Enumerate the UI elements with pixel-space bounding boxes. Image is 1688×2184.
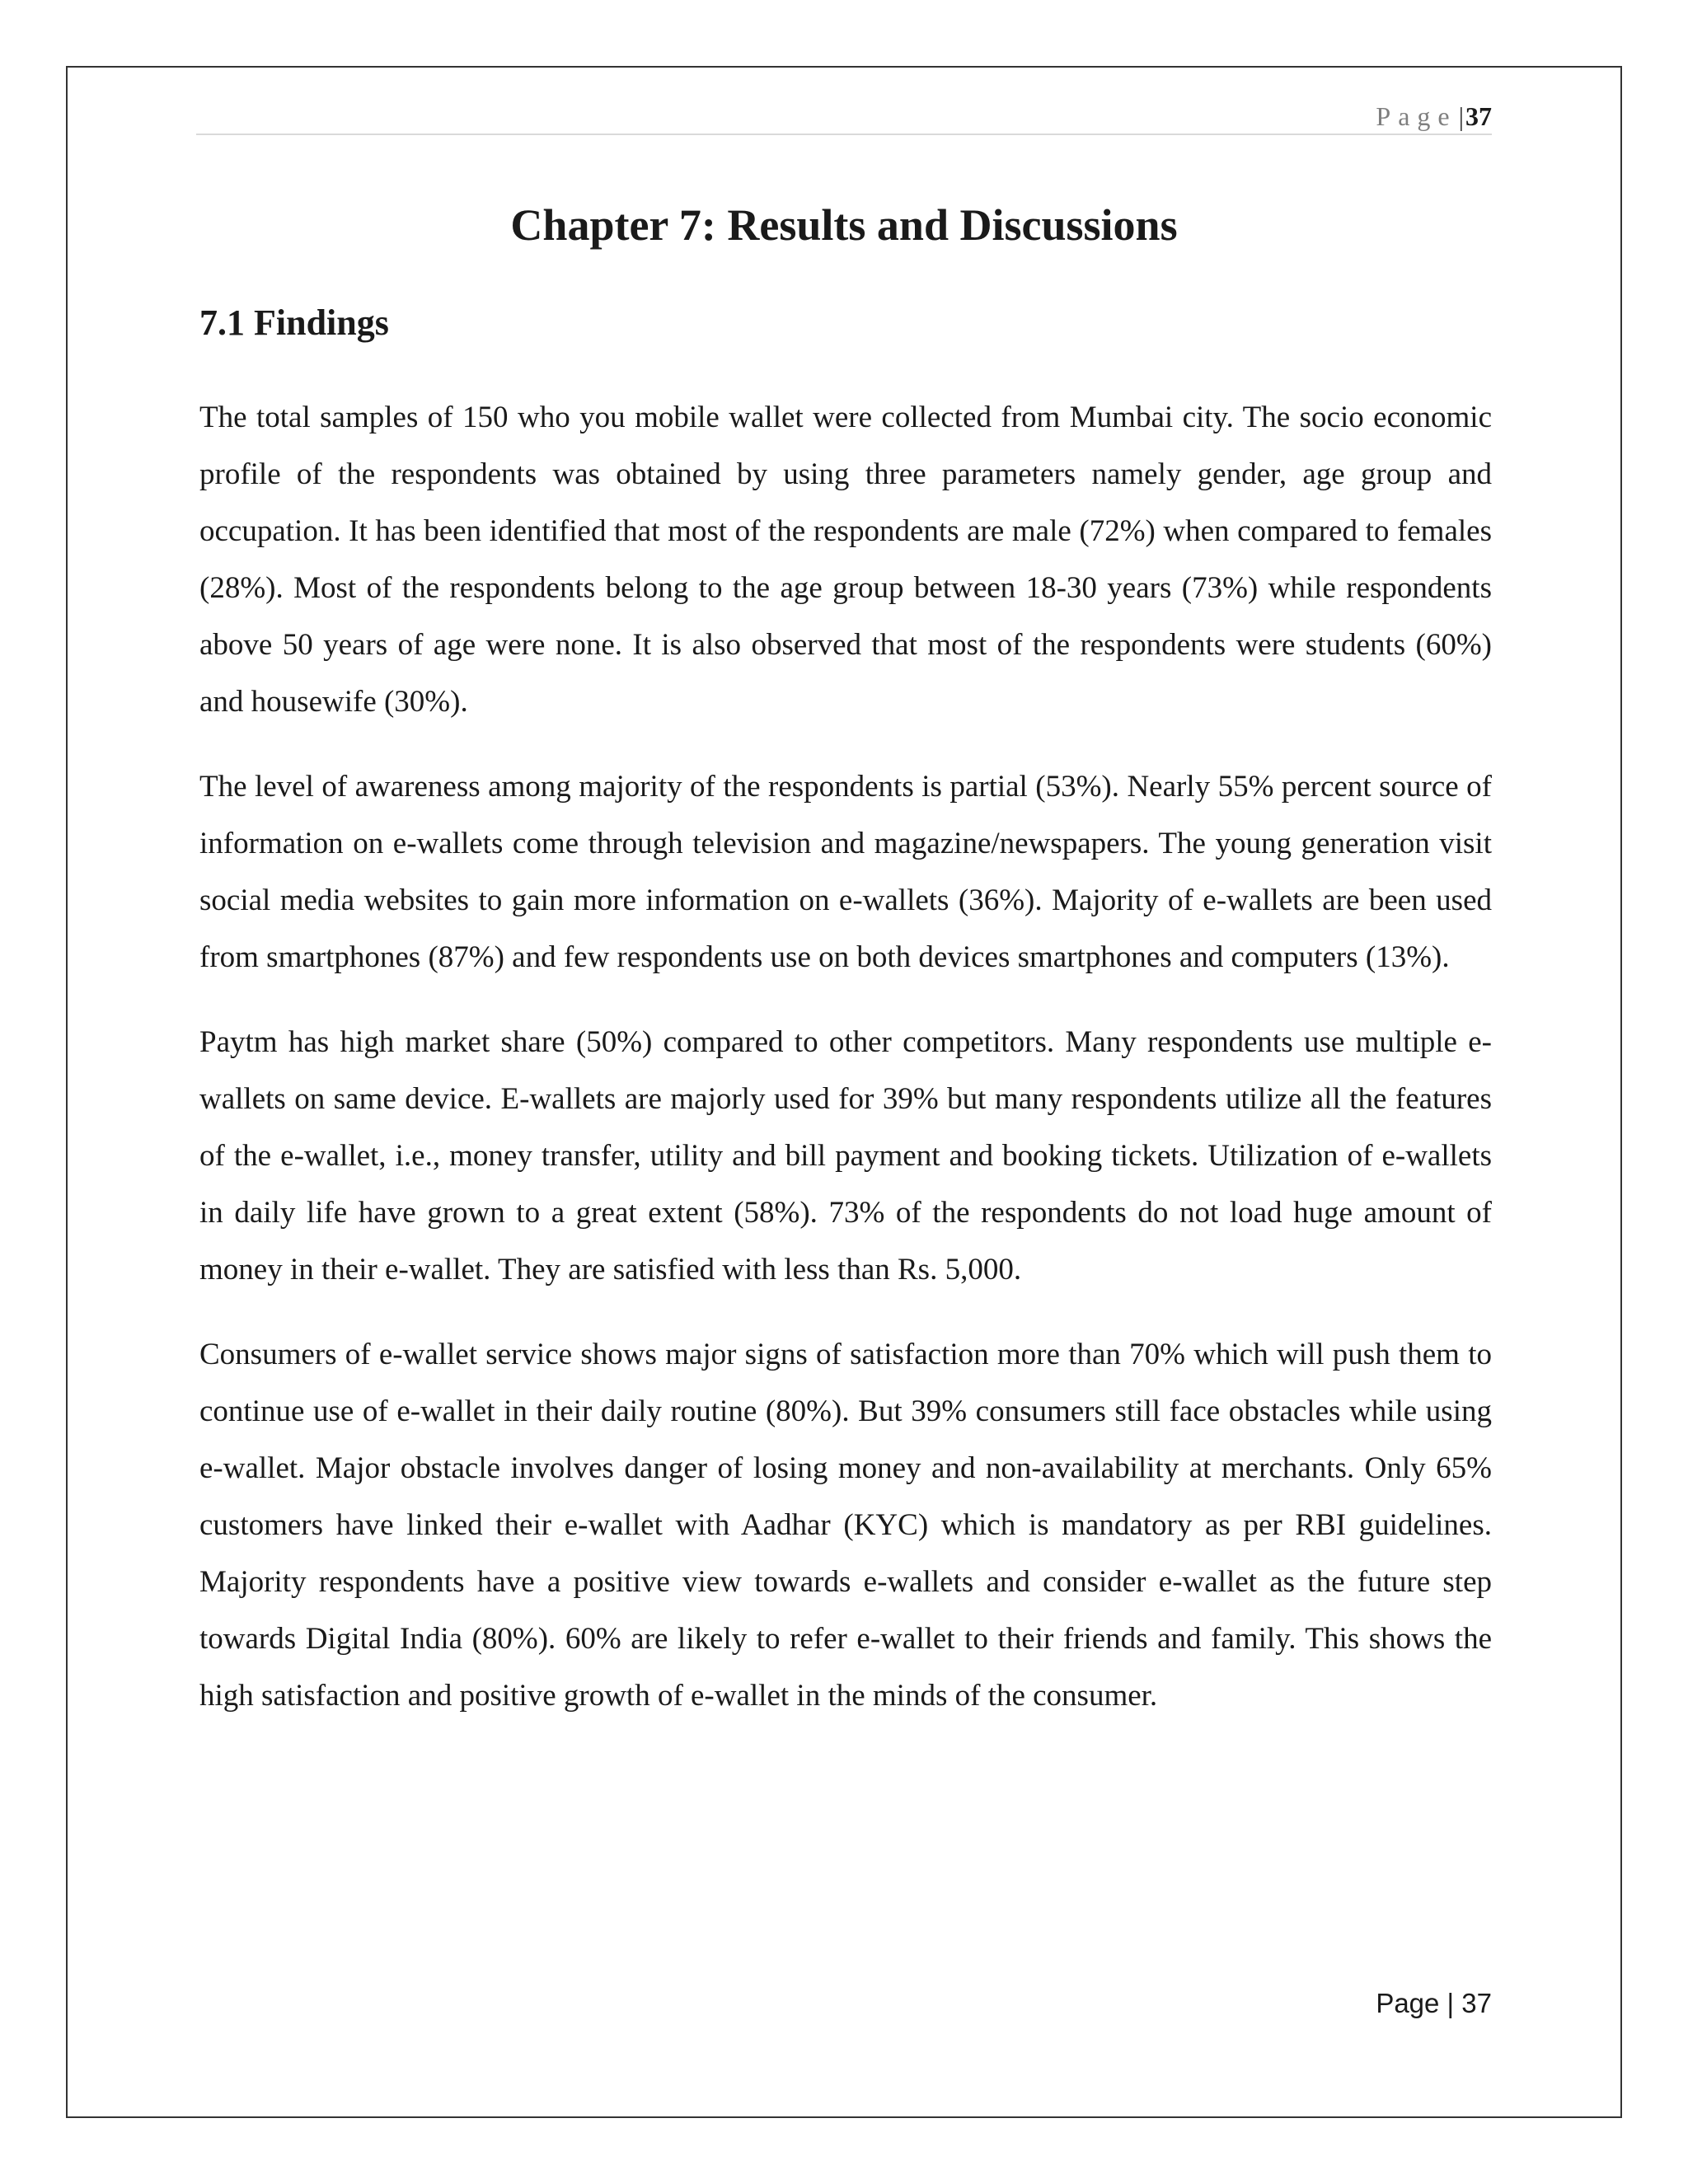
paragraph: The level of awareness among majority of the respondents is partial (53%). Nearly 55% percent source of information on e-wallets come through television and magazine/newspapers. The young generation visit social media websites to gain more information on e-wallets (36%). Majority of e-wallets are been used from smartphones (87%) and few respondents use on both devices smartphones and computers (13%). xyxy=(199,770,1492,974)
chapter-title: Chapter 7: Results and Discussions xyxy=(510,200,1178,250)
paragraph: Consumers of e-wallet service shows major signs of satisfaction more than 70% which will push them to continue use of e-wallet in their daily routine (80%). But 39% consumers still face obstacles while using e-wallet. Major obstacle involves danger of losing money and non-availability at merchants. Only 65% customers have linked their e-wallet with Aadhar (KYC) which is mandatory as per RBI guidelines. Majority respondents have a positive view towards e-wallets and consider e-wallet as the future step towards Digital India (80%). 60% are likely to refer e-wallet to their friends and family. This shows the high satisfaction and positive growth of e-wallet in the minds of the consumer. xyxy=(199,1338,1492,1713)
section-title: 7.1 Findings xyxy=(199,302,389,343)
header-page-number: 37 xyxy=(1465,101,1492,131)
page-header xyxy=(196,97,1492,135)
paragraph: Paytm has high market share (50%) compared to other competitors. Many respondents use multiple e-wallets on same device. E-wallets are majorly used for 39% but many respondents utilize all the features of the e-wallet, i.e., money transfer, utility and bill payment and booking tickets. Utilization of e-wallets in daily life have grown to a great extent (58%). 73% of the respondents do not load huge amount of money in their e-wallet. They are satisfied with less than Rs. 5,000. xyxy=(199,1025,1492,1286)
body-text xyxy=(199,389,1492,1752)
paragraph: The total samples of 150 who you mobile wallet were collected from Mumbai city. The socio economic profile of the respondents was obtained by using three parameters namely gender, age group and occupation. It has been identified that most of the respondents are male (72%) when compared to females (28%). Most of the respondents belong to the age group between 18-30 years (73%) while respondents above 50 years of age were none. It is also observed that most of the respondents were students (60%) and housewife (30%). xyxy=(199,401,1492,719)
page-footer: Page | 37 xyxy=(1376,1988,1492,2018)
header-page-label: Page xyxy=(1376,101,1457,131)
header-separator: | xyxy=(1458,101,1464,131)
